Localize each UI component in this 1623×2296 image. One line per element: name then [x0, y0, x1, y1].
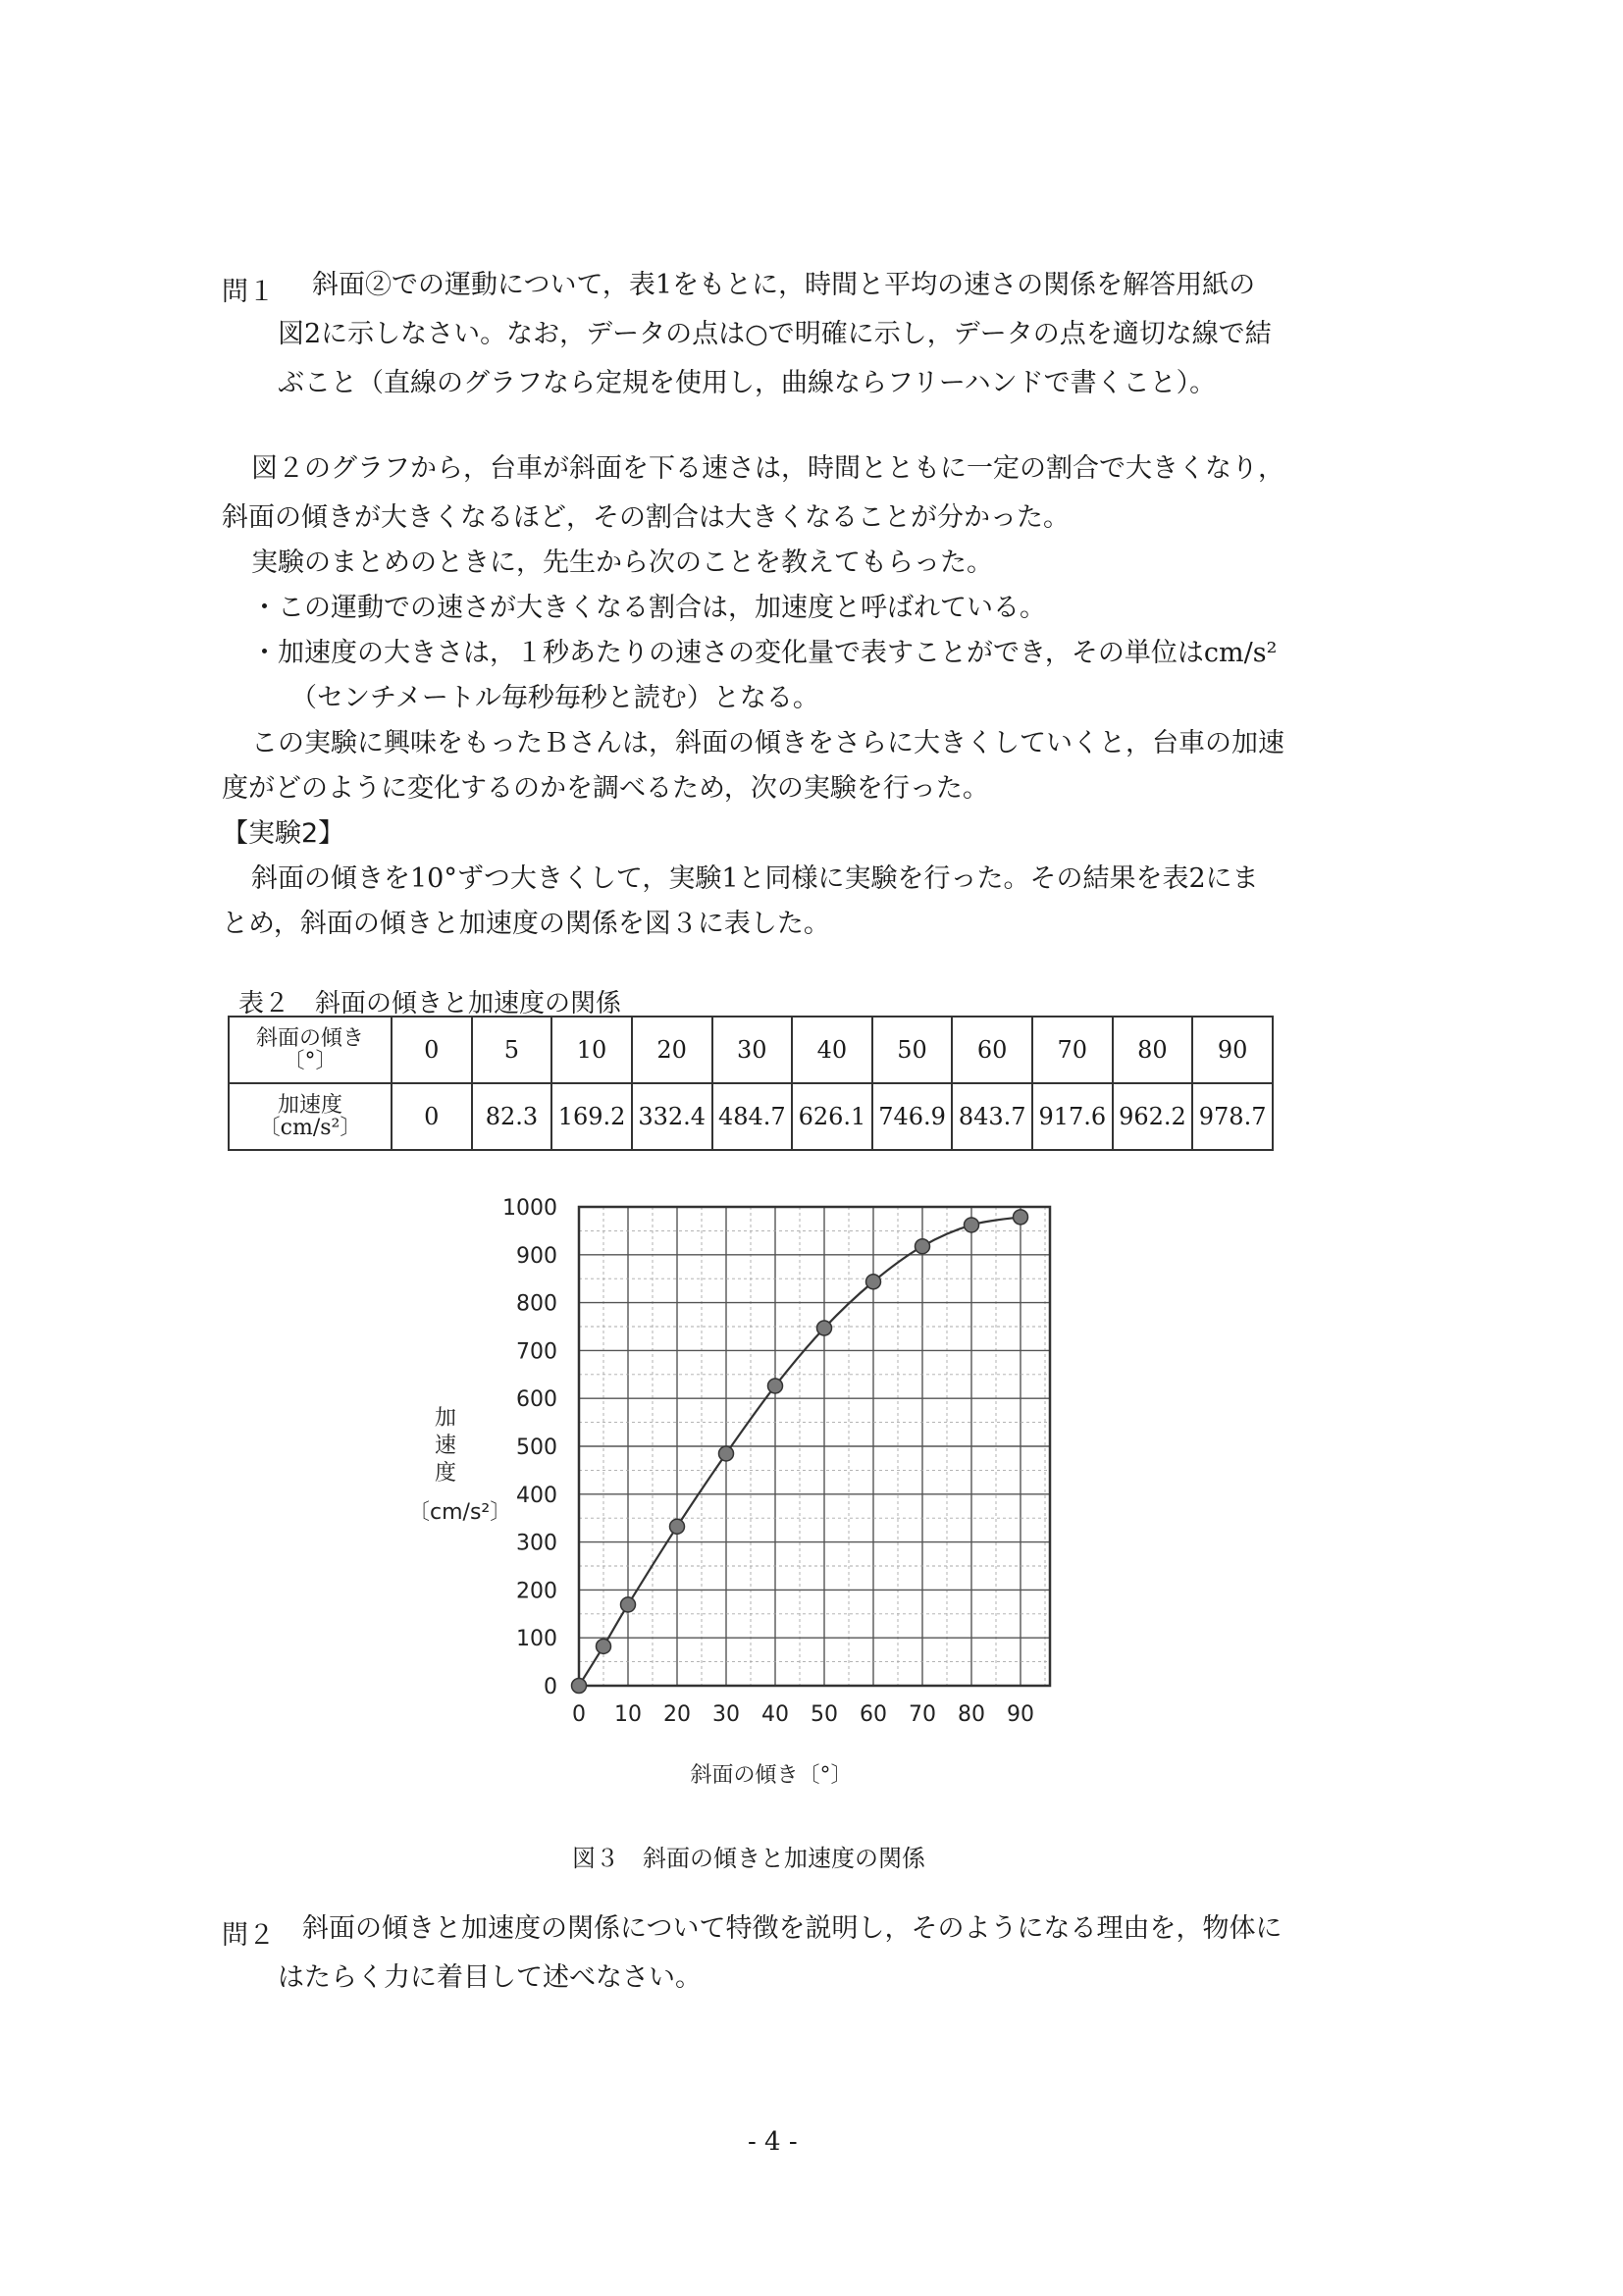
table-header-acceleration-unit: 〔cm/s²〕: [258, 1116, 362, 1140]
experiment-2-line-2: とめ，斜面の傾きと加速度の関係を図３に表した。: [222, 909, 830, 939]
page-number: - 4 -: [748, 2127, 798, 2157]
chart-x-tick-labels: [572, 1702, 1034, 1727]
question-1-line-1: 斜面②での運動について，表1をもとに，時間と平均の速さの関係を解答用紙の: [312, 270, 1256, 300]
table-cell-angle: 60: [952, 1017, 1032, 1083]
chart-data-point: [965, 1218, 979, 1232]
table-header-angle: [229, 1017, 392, 1083]
chart-data-point: [817, 1321, 832, 1335]
intro-paragraph-3-line-2: 度がどのように変化するのかを調べるため，次の実験を行った。: [222, 773, 989, 804]
table-header-acceleration: [229, 1083, 392, 1150]
chart-y-tick-label: 300: [516, 1531, 557, 1556]
figure-3-chart: [408, 1187, 1040, 1788]
chart-y-tick-label: 0: [544, 1675, 557, 1699]
chart-y-label-char-3: 度: [434, 1461, 457, 1486]
chart-x-tick-label: 90: [1007, 1702, 1034, 1727]
chart-y-tick-label: 600: [516, 1387, 557, 1413]
chart-data-point: [719, 1446, 734, 1461]
chart-y-tick-label: 700: [516, 1339, 557, 1365]
chart-x-tick-label: 70: [909, 1702, 936, 1727]
question-1-line-3: ぶこと（直線のグラフなら定規を使用し，曲線ならフリーハンドで書くこと）。: [278, 368, 1217, 398]
table-header-acceleration-line-1: 加速度: [277, 1092, 342, 1118]
intro-paragraph-3-line-1: この実験に興味をもったＢさんは，斜面の傾きをさらに大きくしていくと，台車の加速: [251, 728, 1284, 758]
table-cell-acceleration: 843.7: [952, 1083, 1032, 1150]
chart-y-label-char-1: 加: [434, 1406, 457, 1431]
chart-data-point: [621, 1597, 636, 1612]
table-cell-angle: 0: [392, 1017, 472, 1083]
table-cell-acceleration: 962.2: [1113, 1083, 1193, 1150]
chart-y-axis-label: [408, 1406, 511, 1525]
intro-paragraph-1-line-2: 斜面の傾きが大きくなるほど，その割合は大きくなることが分かった。: [222, 502, 1070, 533]
intro-paragraph-2: 実験のまとめのときに，先生から次のことを教えてもらった。: [251, 548, 993, 578]
chart-data-point: [572, 1679, 587, 1694]
table-row-angles: [229, 1017, 1273, 1083]
table-cell-acceleration: 169.2: [551, 1083, 632, 1150]
table-cell-acceleration: 484.7: [712, 1083, 793, 1150]
chart-data-point: [866, 1275, 881, 1289]
chart-y-label-unit: 〔cm/s²〕: [408, 1500, 512, 1525]
chart-x-tick-label: 30: [712, 1702, 740, 1727]
chart-y-tick-label: 100: [516, 1627, 557, 1652]
table-cell-angle: 20: [632, 1017, 712, 1083]
chart-x-tick-label: 80: [958, 1702, 985, 1727]
chart-y-tick-label: 800: [516, 1291, 557, 1317]
chart-y-label-char-2: 速: [434, 1434, 457, 1458]
experiment-2-line-1: 斜面の傾きを10°ずつ大きくして，実験1と同様に実験を行った。その結果を表2にま: [251, 863, 1259, 894]
question-1-label: 問１: [222, 277, 275, 307]
chart-x-tick-label: 0: [572, 1702, 586, 1727]
table-cell-angle: 70: [1032, 1017, 1113, 1083]
table-cell-angle: 40: [792, 1017, 872, 1083]
table-cell-acceleration: 917.6: [1032, 1083, 1113, 1150]
chart-y-tick-labels: [502, 1196, 557, 1699]
table-cell-acceleration: 746.9: [872, 1083, 953, 1150]
table-cell-acceleration: 0: [392, 1083, 472, 1150]
table-cell-acceleration: 332.4: [632, 1083, 712, 1150]
question-2-label: 問２: [222, 1920, 275, 1951]
table-cell-angle: 10: [551, 1017, 632, 1083]
chart-x-tick-label: 40: [761, 1702, 789, 1727]
chart-y-tick-label: 200: [516, 1579, 557, 1604]
table-2: [228, 1016, 1274, 1151]
table-row-accelerations: [229, 1083, 1273, 1150]
table-cell-angle: 5: [472, 1017, 552, 1083]
table-cell-angle: 90: [1192, 1017, 1273, 1083]
chart-y-tick-label: 1000: [502, 1196, 557, 1221]
experiment-2-heading: 【実験2】: [222, 818, 345, 849]
table-header-angle-line-1: 斜面の傾き: [255, 1025, 364, 1051]
question-2-line-2: はたらく力に着目して述べなさい。: [278, 1962, 702, 1993]
figure-3-caption: 図３ 斜面の傾きと加速度の関係: [572, 1845, 925, 1872]
chart-data-point: [916, 1239, 930, 1254]
chart-x-tick-label: 50: [811, 1702, 838, 1727]
chart-grid: [579, 1207, 1050, 1686]
question-1-line-2: 図2に示しなさい。なお，データの点は○で明確に示し，データの点を適切な線で結: [278, 319, 1272, 349]
chart-y-tick-label: 500: [516, 1435, 557, 1460]
table-cell-acceleration: 626.1: [792, 1083, 872, 1150]
question-2-line-1: 斜面の傾きと加速度の関係について特徴を説明し，そのようになる理由を，物体に: [302, 1913, 1283, 1944]
chart-x-tick-label: 10: [614, 1702, 642, 1727]
chart-y-tick-label: 400: [516, 1483, 557, 1508]
table-cell-acceleration: 82.3: [472, 1083, 552, 1150]
chart-x-tick-label: 60: [860, 1702, 887, 1727]
chart-data-point: [768, 1379, 783, 1393]
intro-bullet-1: ・この運動での速さが大きくなる割合は，加速度と呼ばれている。: [251, 593, 1046, 623]
intro-bullet-2-line-1: ・加速度の大きさは，１秒あたりの速さの変化量で表すことができ，その単位はcm/s²: [251, 638, 1278, 668]
chart-data-point: [597, 1639, 611, 1653]
table-header-angle-unit: 〔°〕: [283, 1049, 338, 1073]
intro-bullet-2-line-2: （センチメートル毎秒毎秒と読む）となる。: [290, 683, 819, 713]
table-cell-angle: 30: [712, 1017, 793, 1083]
table-cell-angle: 50: [872, 1017, 953, 1083]
chart-data-point: [670, 1519, 685, 1534]
chart-x-tick-label: 20: [663, 1702, 691, 1727]
intro-paragraph-1-line-1: 図２のグラフから，台車が斜面を下る速さは，時間とともに一定の割合で大きくなり，: [251, 453, 1284, 484]
chart-y-tick-label: 900: [516, 1243, 557, 1269]
table-2-caption: 表２ 斜面の傾きと加速度の関係: [238, 989, 622, 1018]
table-cell-acceleration: 978.7: [1192, 1083, 1273, 1150]
table-cell-angle: 80: [1113, 1017, 1193, 1083]
chart-x-axis-label: 斜面の傾き〔°〕: [690, 1763, 853, 1788]
chart-data-point: [1014, 1210, 1028, 1225]
